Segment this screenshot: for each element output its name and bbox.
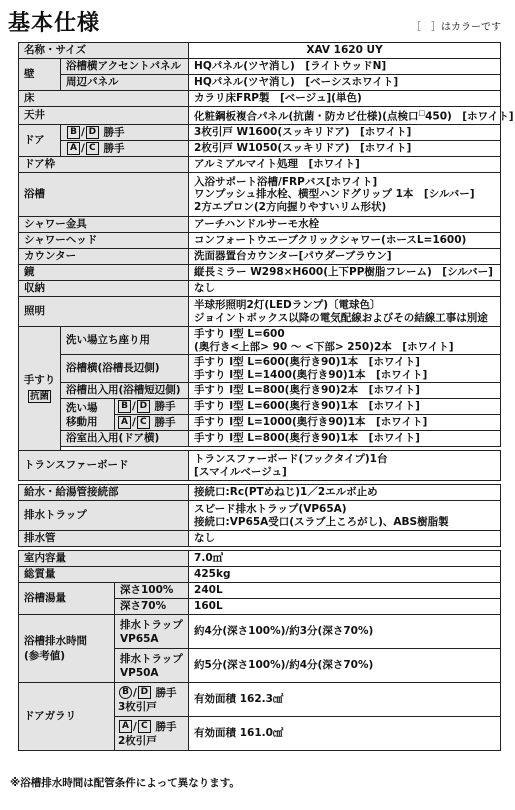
tub-water-70-value: 160L [189,599,501,615]
handrail-tubentry-label: 浴槽出入用(浴槽短辺側) [61,383,189,399]
inspection-port-symbol: □ [418,109,426,117]
header-label: 名称・サイズ [19,43,189,59]
row-transfer-board [19,451,501,481]
row-mirror [19,265,501,281]
door-hand: 勝手 [103,126,125,138]
handrail-tubside-line2: 手すり Ⅰ型 L=1400(奥行き90)1本 [ホワイト] [194,368,428,381]
wall-surround-value: HQパネル(ツヤ消し) [ベーシスホワイト] [189,75,501,91]
handrail-tubside-value [189,355,501,383]
handrail-wash-value [189,327,501,355]
supply-drain-value: 接続口:Rc(PTめねじ)1／2エルボ止め [189,485,501,501]
bathtub-label: 浴槽 [19,173,189,217]
row-handrail-move-bd [19,399,501,415]
glass-ac-type: 2枚引戸 [118,734,157,747]
footnote: ※浴槽排水時間は配管条件によって異なります。 [10,777,240,789]
row-shower-fitting [19,217,501,233]
move-d-box: D [137,400,150,413]
handrail-room-label: 浴室出入用(ドア横) [61,431,189,447]
drain-time-label2: (参考値) [24,649,66,662]
floor-label: 床 [19,91,189,107]
drain-pipe-value: なし [189,531,501,547]
drain-pipe-label: 排水管 [19,531,189,547]
row-drain-pipe [19,531,501,547]
lighting-value [189,297,501,327]
ceiling-value-tail: 450) [ホワイト] [425,110,514,123]
lighting-line1: 半球形照明2灯(LEDランプ)〔電球色〕 [194,299,381,311]
shower-fitting-value: アーチハンドルサーモ水栓 [189,217,501,233]
room-volume-value: 7.0㎥ [189,551,501,567]
door-glass-label: ドアガラリ [19,683,115,751]
handrail-wash-label: 洗い場立ち座り用 [61,327,189,355]
door-frame-value: アルミアルマイト処理 [ホワイト] [189,157,501,173]
drain-time-vp65-label [115,615,189,649]
shower-fitting-label: シャワー金具 [19,217,189,233]
move-slash: / [132,400,136,412]
tub-water-100-label: 深さ100% [115,583,189,599]
door-hand-2: 勝手 [103,142,125,154]
glass-d-box: D [138,686,151,699]
door-glass-bd-value: 有効面積 162.3㎠ [189,683,501,717]
row-shower-head [19,233,501,249]
row-wall-accent [19,59,501,75]
handrail-move-ac-value: 手すり Ⅰ型 L=1000(奥行き90)1本 [ホワイト] [189,415,501,431]
door-bd-value: 3枚引戸 W1600(スッキリドア) [ホワイト] [189,125,501,141]
bathtub-line3: 2方エプロン(2方向握りやすいリム形状) [194,200,387,213]
bathtub-line1: 入浴サポート浴槽/FRPバス[ホワイト] [194,175,378,188]
move-hand-2: 勝手 [154,416,176,428]
shower-head-label: シャワーヘッド [19,233,189,249]
door-ac-label [61,141,189,157]
supply-drain-label: 給水・給湯管接続部 [19,485,189,501]
row-supply-drain [19,485,501,501]
row-handrail-room [19,431,501,447]
row-door-ac [19,141,501,157]
bathtub-line2: ワンプッシュ排水栓、横型ハンドグリップ 1本 [シルバー] [194,188,475,201]
row-handrail-tubside [19,355,501,383]
door-c-box: C [86,142,99,155]
counter-value: 洗面器置台カウンター[パウダーブラウン] [189,249,501,265]
door-a-box: A [67,142,80,155]
wall-label: 壁 [19,59,61,91]
wall-surround-label: 周辺パネル [61,75,189,91]
drain-trap-line2: 接続口:VP65A受口(スラブ上ころがし)、ABS樹脂製 [194,515,449,528]
handrail-tubentry-value: 手すり Ⅰ型 L=800(奥行き90)2本 [ホワイト] [189,383,501,399]
storage-value: なし [189,281,501,297]
handrail-wash-line1: 手すり Ⅰ型 L=600 [194,328,285,340]
row-drain-time-vp65 [19,615,501,649]
page-title: 基本仕様 [8,11,101,36]
drain-time-vp65-l2: VP65A [120,632,159,645]
total-mass-value: 425kg [189,567,501,583]
room-volume-label: 室内容量 [19,551,189,567]
row-total-mass [19,567,501,583]
antibac-badge: 抗菌 [29,390,49,402]
door-ac-value: 2枚引戸 W1050(スッキリドア) [ホワイト] [189,141,501,157]
move-slash-2: / [132,416,136,428]
row-drain-trap [19,501,501,531]
door-bd-label [61,125,189,141]
handrail-move-bd-value: 手すり Ⅰ型 L=600(奥行き90)1本 [ホワイト] [189,399,501,415]
door-slash-2: / [81,142,85,154]
move-c-box: C [137,416,150,429]
row-room-volume [19,551,501,567]
mirror-value: 縦長ミラー W298×H600(上下PP樹脂フレーム) [シルバー] [189,265,501,281]
drain-time-vp50-l1: 排水トラップ [120,652,183,665]
row-door-bd [19,125,501,141]
row-storage [19,281,501,297]
transfer-board-line2: [スマイルベージュ] [194,465,287,478]
handrail-move-label [61,399,115,431]
handrail-label-text: 手すり [23,374,56,386]
door-frame-label: ドア枠 [19,157,189,173]
move-a-box: A [118,416,131,429]
drain-trap-label: 排水トラップ [19,501,189,531]
row-header [19,43,501,59]
lighting-label: 照明 [19,297,189,327]
door-glass-bd-label [115,683,189,717]
glass-hand: 勝手 [155,686,177,699]
row-tub-water-100 [19,583,501,599]
lighting-line2: ジョイントボックス以降の電気配線およびその結線工事は別途 [194,311,488,324]
glass-c-box: C [138,720,151,733]
handrail-tubside-label: 浴槽横(浴槽長辺側) [61,355,189,383]
door-b-box: B [67,126,80,139]
drain-time-label [19,615,115,683]
wall-accent-value: HQパネル(ツヤ消し) [ライトウッドN] [189,59,501,75]
ceiling-value [189,107,514,125]
drain-trap-value [189,501,501,531]
row-floor [19,91,501,107]
ceiling-value-main: 化粧鋼板複合パネル(抗菌・防カビ仕様)(点検口 [194,110,419,123]
move-b-box: B [118,400,131,413]
row-bathtub [19,173,501,217]
ceiling-label: 天井 [19,107,189,125]
total-mass-label: 総質量 [19,567,189,583]
row-door-frame [19,157,501,173]
color-note: ［ ］はカラーです [411,22,501,33]
glass-a-box: A [119,720,132,733]
tub-water-70-label: 深さ70% [115,599,189,615]
row-door-glass-bd [19,683,501,717]
drain-time-vp65-l1: 排水トラップ [120,618,183,631]
tub-water-label: 浴槽湯量 [19,583,115,615]
drain-time-vp50-value: 約5分(深さ100%)/約4分(深さ70%) [189,649,501,683]
handrail-wash-line2: (奥行き<上部> 90 ～ <下部> 250)2本 [ホワイト] [194,340,454,353]
glass-b-circle: B [119,686,132,699]
transfer-board-value [189,451,501,481]
door-slash: / [81,126,85,138]
row-lighting [19,297,501,327]
wall-accent-label: 浴槽横アクセントパネル [61,59,189,75]
row-handrail-tubentry [19,383,501,399]
handrail-move-ac-label [115,415,189,431]
drain-time-vp65-value: 約4分(深さ100%)/約3分(深さ70%) [189,615,501,649]
spec-table [18,42,514,751]
handrail-move-bd-label [115,399,189,415]
handrail-move-label2: 移動用 [66,415,98,428]
bathtub-value [189,173,501,217]
door-glass-ac-value: 有効面積 161.0㎠ [189,717,501,751]
handrail-room-value: 手すり Ⅰ型 L=800(奥行き90)1本 [ホワイト] [189,431,501,447]
row-handrail-wash [19,327,501,355]
glass-slash-2: / [133,720,137,733]
tub-water-100-value: 240L [189,583,501,599]
drain-time-label1: 浴槽排水時間 [24,634,87,647]
drain-time-vp50-label [115,649,189,683]
storage-label: 収納 [19,281,189,297]
row-ceiling [19,107,501,125]
handrail-label [19,327,61,451]
transfer-board-line1: トランスファーボード(フックタイプ)1台 [194,453,388,465]
door-d-box: D [86,126,99,139]
glass-bd-type: 3枚引戸 [118,700,157,713]
header-model: XAV 1620 UY [189,43,501,59]
shower-head-value: コンフォートウエーブクリックシャワー(ホースL=1600) [189,233,501,249]
move-hand: 勝手 [154,400,176,412]
glass-slash: / [133,686,137,699]
row-wall-surround [19,75,501,91]
mirror-label: 鏡 [19,265,189,281]
floor-value: カラリ床FRP製 [ベージュ](単色) [189,91,501,107]
glass-hand-2: 勝手 [155,720,177,733]
door-label: ドア [19,125,61,157]
door-glass-ac-label [115,717,189,751]
row-counter [19,249,501,265]
transfer-board-label: トランスファーボード [19,451,189,481]
handrail-move-label1: 洗い場 [66,401,98,414]
counter-label: カウンター [19,249,189,265]
drain-trap-line1: スピード排水トラップ(VP65A) [194,503,347,515]
drain-time-vp50-l2: VP50A [120,666,159,679]
handrail-tubside-line1: 手すり Ⅰ型 L=600(奥行き90)1本 [ホワイト] [194,356,420,368]
